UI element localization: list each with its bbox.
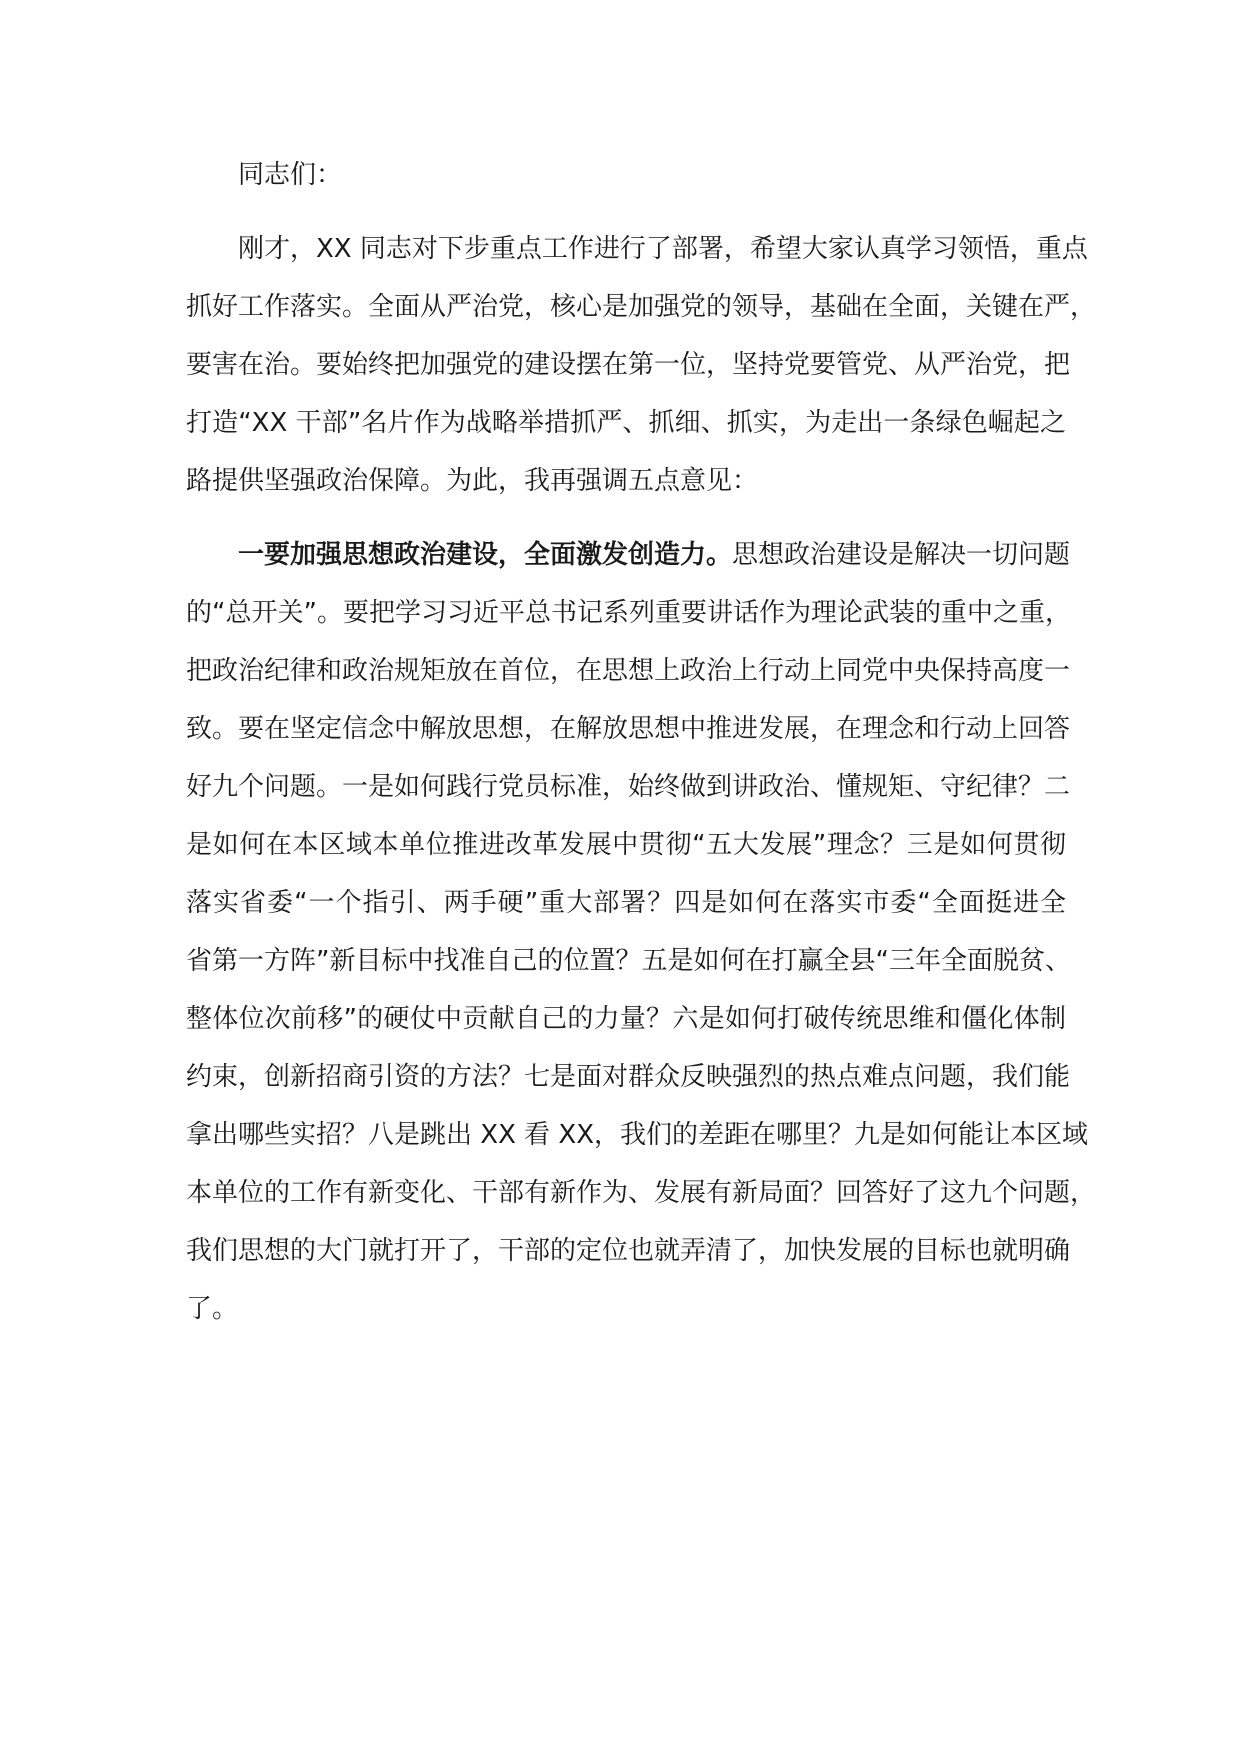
paragraph2-line-5: 好九个问题。一是如何践行党员标准，始终做到讲政治、懂规矩、守纪律？二 xyxy=(186,772,1071,802)
paragraph2-line-11: 拿出哪些实招？八是跳出 XX 看 XX，我们的差距在哪里？九是如何能让本区域 xyxy=(186,1120,1089,1150)
paragraph2-line-7: 落实省委“一个指引、两手硬”重大部署？四是如何在落实市委“全面挺进全 xyxy=(186,888,1066,918)
greeting: 同志们： xyxy=(238,160,343,190)
paragraph2-line-3: 把政治纪律和政治规矩放在首位，在思想上政治上行动上同党中央保持高度一 xyxy=(186,656,1071,686)
paragraph1-line-2: 抓好工作落实。全面从严治党，核心是加强党的领导，基础在全面，关键在严， xyxy=(186,292,1097,322)
paragraph2-first-line-rest: 思想政治建设是解决一切问题 xyxy=(732,540,1071,570)
paragraph2-line-2: 的“总开关”。要把学习习近平总书记系列重要讲话作为理论武装的重中之重， xyxy=(186,598,1071,628)
paragraph2-line-12: 本单位的工作有新变化、干部有新作为、发展有新局面？回答好了这九个问题， xyxy=(186,1178,1097,1208)
paragraph1-line-3: 要害在治。要始终把加强党的建设摆在第一位，坚持党要管党、从严治党，把 xyxy=(186,350,1071,380)
paragraph1-line-4: 打造“XX 干部”名片作为战略举措抓严、抓细、抓实，为走出一条绿色崛起之 xyxy=(186,408,1066,438)
paragraph1-line-5: 路提供坚强政治保障。为此，我再强调五点意见： xyxy=(186,466,759,496)
paragraph2-heading: 一要加强思想政治建设，全面激发创造力。 xyxy=(238,540,733,570)
paragraph1-line-1: 刚才，XX 同志对下步重点工作进行了部署，希望大家认真学习领悟，重点 xyxy=(238,234,1088,264)
paragraph2-line-1 xyxy=(238,538,1071,572)
paragraph2-line-10: 约束，创新招商引资的方法？七是面对群众反映强烈的热点难点问题，我们能 xyxy=(186,1062,1071,1092)
paragraph2-line-14: 了。 xyxy=(186,1294,239,1324)
paragraph2-line-13: 我们思想的大门就打开了，干部的定位也就弄清了，加快发展的目标也就明确 xyxy=(186,1236,1071,1266)
paragraph2-line-6: 是如何在本区域本单位推进改革发展中贯彻“五大发展”理念？三是如何贯彻 xyxy=(186,830,1066,860)
paragraph2-line-4: 致。要在坚定信念中解放思想，在解放思想中推进发展，在理念和行动上回答 xyxy=(186,714,1071,744)
paragraph2-line-9: 整体位次前移”的硬仗中贡献自己的力量？六是如何打破传统思维和僵化体制 xyxy=(186,1004,1066,1034)
paragraph2-line-8: 省第一方阵”新目标中找准自己的位置？五是如何在打赢全县“三年全面脱贫、 xyxy=(186,946,1071,976)
